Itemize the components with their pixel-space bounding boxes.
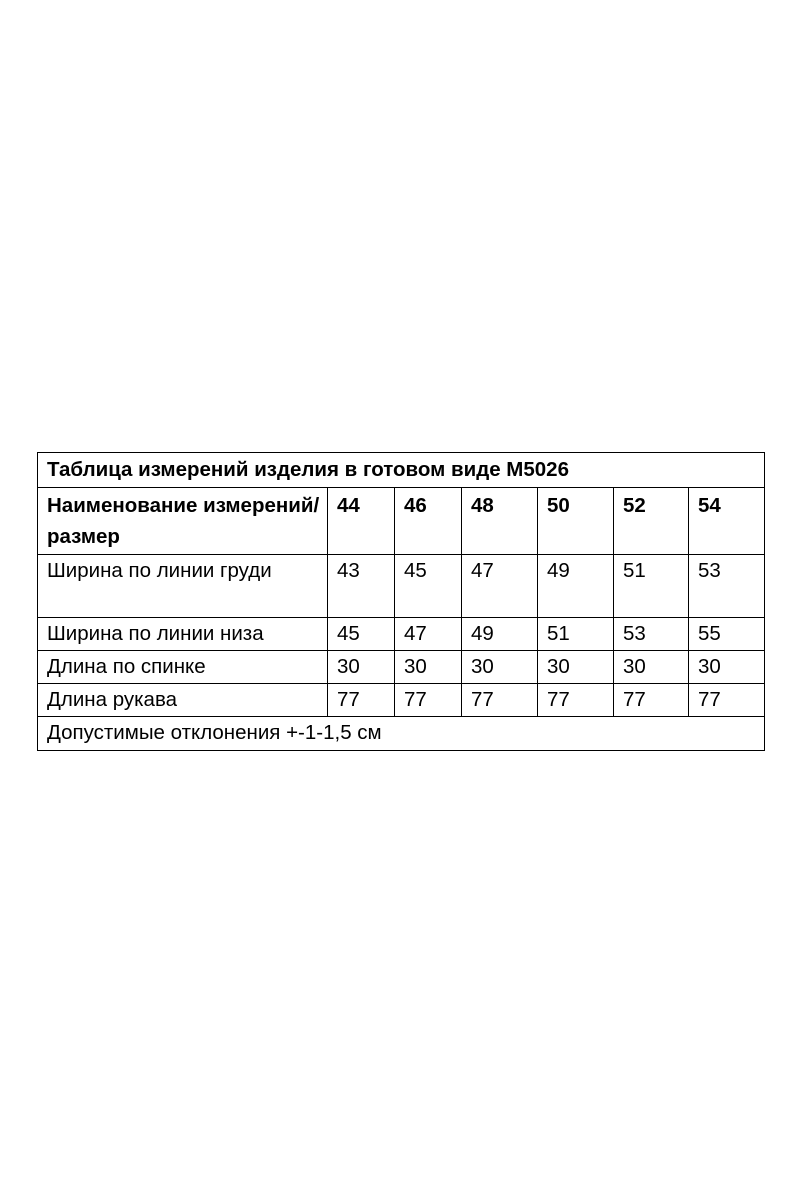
table-cell: 47: [395, 618, 462, 651]
table-title: Таблица измерений изделия в готовом виде М5026: [38, 453, 765, 488]
row-label: Ширина по линии низа: [38, 618, 328, 651]
table-cell: 30: [538, 651, 614, 684]
table-cell: 30: [395, 651, 462, 684]
table-cell: 77: [328, 684, 395, 717]
table-row: [38, 684, 765, 717]
table-row: [38, 555, 765, 618]
row-label: Длина рукава: [38, 684, 328, 717]
table-row: [38, 651, 765, 684]
table-title-row: [38, 453, 765, 488]
size-header: 50: [538, 488, 614, 555]
measurement-table: [37, 452, 765, 751]
table-cell: 30: [614, 651, 689, 684]
table-cell: 30: [328, 651, 395, 684]
size-header: 54: [689, 488, 765, 555]
table-cell: 53: [614, 618, 689, 651]
table-cell: 77: [538, 684, 614, 717]
size-header-row: [38, 488, 765, 555]
table-cell: 51: [538, 618, 614, 651]
size-header: 46: [395, 488, 462, 555]
table-cell: 43: [328, 555, 395, 618]
table-cell: 30: [689, 651, 765, 684]
table-cell: 30: [462, 651, 538, 684]
table-cell: 45: [395, 555, 462, 618]
tolerance-note: Допустимые отклонения +-1-1,5 см: [38, 717, 765, 751]
table-cell: 53: [689, 555, 765, 618]
table-cell: 51: [614, 555, 689, 618]
table-cell: 45: [328, 618, 395, 651]
tolerance-row: [38, 717, 765, 751]
table-cell: 77: [614, 684, 689, 717]
size-header: 48: [462, 488, 538, 555]
table-cell: 55: [689, 618, 765, 651]
table-row: [38, 618, 765, 651]
row-label: Длина по спинке: [38, 651, 328, 684]
size-header: 44: [328, 488, 395, 555]
row-label: Ширина по линии груди: [38, 555, 328, 618]
table-cell: 49: [462, 618, 538, 651]
size-header: 52: [614, 488, 689, 555]
table-cell: 77: [395, 684, 462, 717]
table-cell: 49: [538, 555, 614, 618]
table-cell: 47: [462, 555, 538, 618]
header-label: Наименование измерений/размер: [38, 488, 328, 555]
table-cell: 77: [462, 684, 538, 717]
table-cell: 77: [689, 684, 765, 717]
